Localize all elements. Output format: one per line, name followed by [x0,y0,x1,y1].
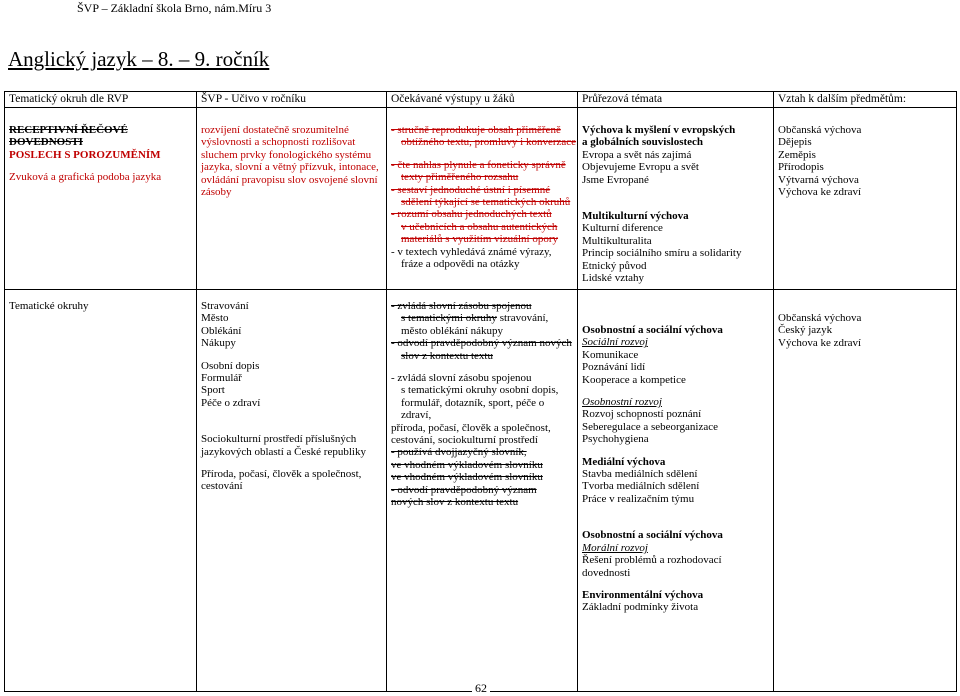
curriculum-line: Oblékání [201,324,242,337]
curriculum-line: Nákupy [201,337,236,350]
outcome-line: - sestaví jednoduché ústní i písemné [391,183,551,196]
outcome-line: - rozumí obsahu jednoduchých textů [391,208,552,221]
topic-heading: Mediální výchova [582,455,666,468]
topic-subheading: Morální rozvoj [582,541,648,554]
curriculum-line: Sociokulturní prostředí příslušných [201,433,357,446]
outcome-line: s tematickými okruhy osobní dopis, [401,384,559,397]
topic-item: Stavba mediálních sdělení [582,468,698,481]
section-heading: RECEPTIVNÍ ŘEČOVÉ DOVEDNOSTI [9,124,128,149]
topic-subheading: Osobnostní rozvoj [582,396,662,409]
outcome-line: příroda, počasí, člověk a společnost, [391,421,551,434]
outcome-line: cestování, sociokulturní prostředí [391,434,538,447]
curriculum-line: Sport [201,384,225,397]
outcome-line: - zvládá slovní zásobu spojenou [391,300,532,312]
topic-text: Zvuková a grafická podoba jazyka [9,171,162,184]
curriculum-cell [197,108,387,290]
outcomes-cell [387,108,578,290]
outcome-line: - zvládá slovní zásobu spojenou [391,372,532,385]
page-title: Anglický jazyk – 8. – 9. ročník [8,47,270,71]
column-header: Průřezová témata [578,92,774,108]
column-header: Tematický okruh dle RVP [5,92,197,108]
topic-item: Kulturní diference [582,222,663,235]
curriculum-line: rozvíjení dostatečně srozumitelné [201,124,349,136]
rvp-topic-cell [5,108,197,290]
curriculum-line: ovládání pravopisu slov osvojené slovní [201,173,378,186]
subject-item: Zeměpis [778,148,816,161]
curriculum-table [4,91,957,692]
subject-item: Výtvarná výchova [778,173,859,186]
topic-item: Řešení problémů a rozhodovací [582,554,722,567]
outcomes-cell [387,290,578,692]
outcome-line: - v textech vyhledává známé výrazy, [391,245,552,258]
subject-item: Výchova ke zdraví [778,336,862,349]
outcome-line: v učebnicích a obsahu autentických [401,220,558,233]
outcome-line: - stručně reprodukuje obsah přiměřeně [391,124,561,136]
column-header: ŠVP - Učivo v ročníku [197,92,387,108]
topic-heading: Osobnostní a sociální výchova [582,324,723,336]
topic-item: dovednosti [582,566,631,579]
curriculum-line: Péče o zdraví [201,396,261,409]
topic-item: Poznávání lidí [582,361,646,374]
outcome-line: město oblékání nákupy [401,324,504,337]
topic-item: Seberegulace a sebeorganizace [582,420,718,433]
topic-heading: Environmentální výchova [582,588,704,601]
topic-item: Kooperace a kompetice [582,373,686,386]
section-subheading: POSLECH S POROZUMĚNÍM [9,148,161,161]
outcome-line: stravování, [499,312,549,325]
outcome-line: nových slov z kontextu textu [391,496,519,509]
topic-item: Multikulturalita [582,234,652,247]
outcome-line: ve vhodném výkladovém slovníku [391,458,543,471]
subject-item: Výchova ke zdraví [778,186,862,199]
outcome-line: - používá dvojjazyčný slovník, [391,446,527,459]
outcome-line: fráze a odpovědi na otázky [401,258,520,271]
subject-item: Občanská výchova [778,124,862,136]
topic-item: Rozvoj schopností poznání [582,408,702,421]
curriculum-line: Formulář [201,372,242,385]
topic-item: Etnický původ [582,259,647,272]
column-header: Vztah k dalším předmětům: [774,92,957,108]
column-header: Očekávané výstupy u žáků [387,92,578,108]
table-row [5,290,957,692]
curriculum-cell [197,290,387,692]
curriculum-line: výslovnosti a schopnosti rozlišovat [201,136,356,149]
curriculum-line: Město [201,312,229,325]
outcome-line: formulář, dotazník, sport, péče o zdraví, [401,396,545,422]
cross-topics-cell [578,108,774,290]
curriculum-line: zásoby [201,186,232,199]
curriculum-line: jazykových oblastí a České republiky [201,445,366,458]
curriculum-line: sluchem prvky fonologického systému [201,148,372,161]
topic-heading: a globálních souvislostech [582,136,704,149]
topic-subheading: Sociální rozvoj [582,336,648,349]
page-number: 62 [472,681,490,696]
topic-heading: Výchova k myšlení v evropských [582,124,736,136]
outcome-line: slov z kontextu textu [401,349,493,362]
outcome-line: ve vhodném výkladovém slovníku [391,471,543,484]
subject-item: Dějepis [778,136,812,149]
outcome-line: texty přiměřeného rozsahu [401,171,519,184]
topic-item: Evropa a svět nás zajímá [582,148,692,161]
topic-heading: Osobnostní a sociální výchova [582,529,723,542]
related-subjects-cell [774,290,957,692]
topic-item: Tvorba mediálních sdělení [582,480,700,493]
table-header-row [5,92,957,108]
cross-topics-cell [578,290,774,692]
curriculum-line: Stravování [201,300,249,312]
topic-item: Lidské vztahy [582,272,645,285]
outcome-line: s tematickými okruhy [401,312,497,325]
subject-item: Český jazyk [778,324,833,337]
subject-item: Přírodopis [778,161,824,174]
topic-text: Tematické okruhy [9,300,89,312]
outcome-line: materiálů s využitím vizuální opory [401,233,559,246]
curriculum-line: Příroda, počasí, člověk a společnost, [201,468,362,481]
topic-item: Objevujeme Evropu a svět [582,161,699,174]
topic-item: Práce v realizačním týmu [582,492,695,505]
topic-heading: Multikulturní výchova [582,210,689,223]
document-header: ŠVP – Základní škola Brno, nám.Míru 3 [77,1,272,15]
topic-item: Komunikace [582,348,639,361]
outcome-line: - odvodí pravděpodobný význam [391,483,537,496]
topic-item: Princip sociálního smíru a solidarity [582,247,742,260]
subject-item: Občanská výchova [778,312,862,324]
curriculum-line: jazyka, slovní a větný přízvuk, intonace, [201,161,379,174]
rvp-topic-cell [5,290,197,692]
curriculum-line: cestování [201,480,243,493]
topic-item: Psychohygiena [582,433,649,446]
topic-item: Jsme Evropané [582,173,649,186]
outcome-line: sdělení týkající se tematických okruhů [401,196,571,209]
outcome-line: - odvodí pravděpodobný význam nových [391,337,572,350]
curriculum-line: Osobní dopis [201,359,260,372]
related-subjects-cell [774,108,957,290]
outcome-line: - čte nahlas plynule a foneticky správně [391,158,566,171]
table-row [5,108,957,290]
outcome-line: obtížného textu, promluvy i konverzace [401,136,577,149]
topic-item: Základní podmínky života [582,601,699,614]
